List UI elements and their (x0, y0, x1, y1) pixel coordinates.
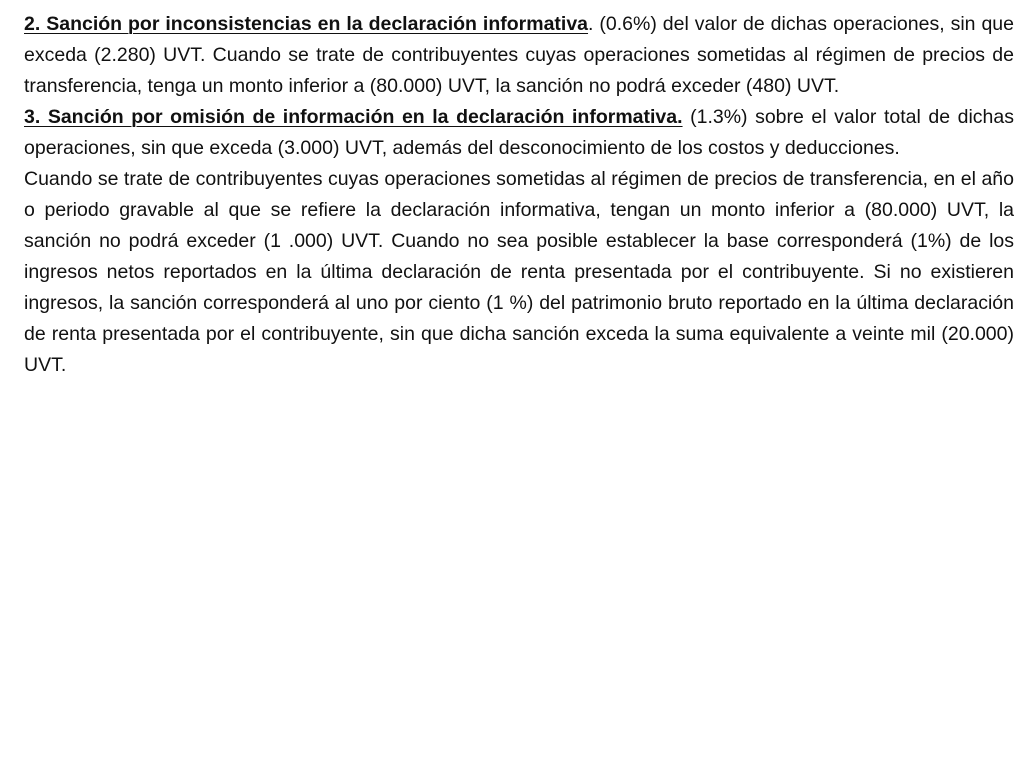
document-body (24, 9, 1014, 381)
paragraph-sancion-omision (24, 102, 1014, 164)
paragraph-text: . (0.6%) del valor de dichas operaciones, sin que exceda (2.280) UVT. Cuando se trate de contribuyentes cuyas operaciones sometidas al régimen de precios de transferencia, tenga un monto inferior a (80.000) UVT, la sanción no podrá exceder (480) UVT. (24, 13, 1014, 97)
paragraph-limite-sancion (24, 164, 1014, 381)
paragraph-heading: 2. Sanción por inconsistencias en la declaración informativa (24, 13, 589, 35)
paragraph-text: (1.3%) sobre el valor total de dichas operaciones, sin que exceda (3.000) UVT, además del desconocimiento de los costos y deducciones. (24, 106, 1014, 159)
paragraph-text: Cuando se trate de contribuyentes cuyas operaciones sometidas al régimen de precios de transferencia, en el año o periodo gravable al que se refiere la declaración informativa, tengan un monto inferior a (80.000) UVT, la sanción no podrá exceder (1 .000) UVT. Cuando no sea posible establecer la base corresponderá (1%) de los ingresos netos reportados en la última declaración de renta presentada por el contribuyente. Si no existieren ingresos, la sanción corresponderá al uno por ciento (1 %) del patrimonio bruto reportado en la última declaración de renta presentada por el contribuyente, sin que dicha sanción exceda la suma equivalente a veinte mil (20.000) UVT. (24, 168, 1014, 376)
paragraph-sancion-inconsistencias (24, 9, 1014, 102)
paragraph-heading: 3. Sanción por omisión de información en la declaración informativa. (24, 106, 683, 128)
